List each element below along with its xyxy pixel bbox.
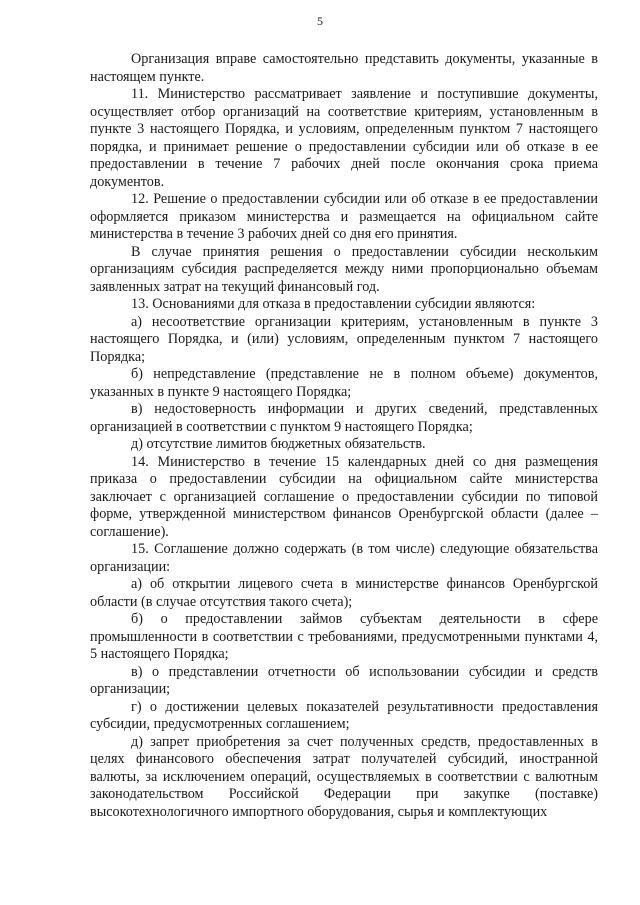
paragraph-13: 13. Основаниями для отказа в предоставлении субсидии являются: [131, 296, 536, 312]
paragraph-13-v: в) недостоверность информации и других сведений, представленных организацией в соответствии с пунктом 9 настоящего Порядка; [90, 401, 598, 435]
paragraph-15-b: б) о предоставлении займов субъектам деятельности в сфере промышленности в соответствии с требованиями, предусмотренными пунктами 4, 5 настоящего Порядка; [90, 611, 598, 662]
paragraph-12: 12. Решение о предоставлении субсидии или об отказе в ее предоставлении оформляется приказом министерства и размещается на официальном сайте министерства в течение 3 рабочих дней со дня его принятия. [90, 191, 598, 242]
paragraph-15-g: г) о достижении целевых показателей результативности предоставления субсидии, предусмотренных соглашением; [90, 698, 598, 732]
paragraph-12-distribution: В случае принятия решения о предоставлении субсидии нескольким организациям субсидия распределяется между ними пропорционально объемам заявленных затрат на текущий финансовый год. [90, 243, 598, 295]
paragraph-13-a: а) несоответствие организации критериям, установленным в пункте 3 настоящего Порядка, и (или) условиям, определенным пунктом 7 настоящего Порядка; [90, 313, 598, 365]
paragraph-14: 14. Министерство в течение 15 календарных дней со дня размещения приказа о предоставлении субсидии на официальном сайте министерства заключает с организацией соглашение о предоставлении субсидии по типовой форме, утвержденной министерством финансов Оренбургской области (далее – соглашение). [90, 453, 598, 540]
paragraph-documents-note: Организация вправе самостоятельно представить документы, указанные в настоящем пункте. [90, 51, 598, 85]
paragraph-15-d: д) запрет приобретения за счет полученных средств, предоставленных в целях финансового обеспечения затрат получателей субсидий, иностранной валюты, за исключением операций, осуществляемых в соответствии с валютным законодательством Российской Федерации при закупке (поставке) высокотехнологичного импортного оборудования, сырья и комплектующих [90, 733, 598, 820]
paragraph-15: 15. Соглашение должно содержать (в том числе) следующие обязательства организации: [90, 541, 598, 575]
paragraph-13-d: д) отсутствие лимитов бюджетных обязательств. [131, 436, 426, 452]
paragraph-11: 11. Министерство рассматривает заявление и поступившие документы, осуществляет отбор организаций на соответствие критериям, установленным в пункте 3 настоящего Порядка, и условиям, определенным пунктом 7 настоящего порядка, и принимает решение о предоставлении субсидии или об отказе в ее предоставлении в течение 7 рабочих дней после окончания срока приема документов. [90, 86, 598, 190]
paragraph-15-v: в) о представлении отчетности об использовании субсидии и средств организации; [90, 663, 598, 697]
paragraph-13-b: б) непредставление (представление не в полном объеме) документов, указанных в пункте 9 настоящего Порядка; [90, 366, 598, 400]
page-number: 5 [317, 14, 323, 28]
document-body [90, 51, 598, 821]
paragraph-15-a: а) об открытии лицевого счета в министерстве финансов Оренбургской области (в случае отсутствия такого счета); [90, 576, 598, 610]
